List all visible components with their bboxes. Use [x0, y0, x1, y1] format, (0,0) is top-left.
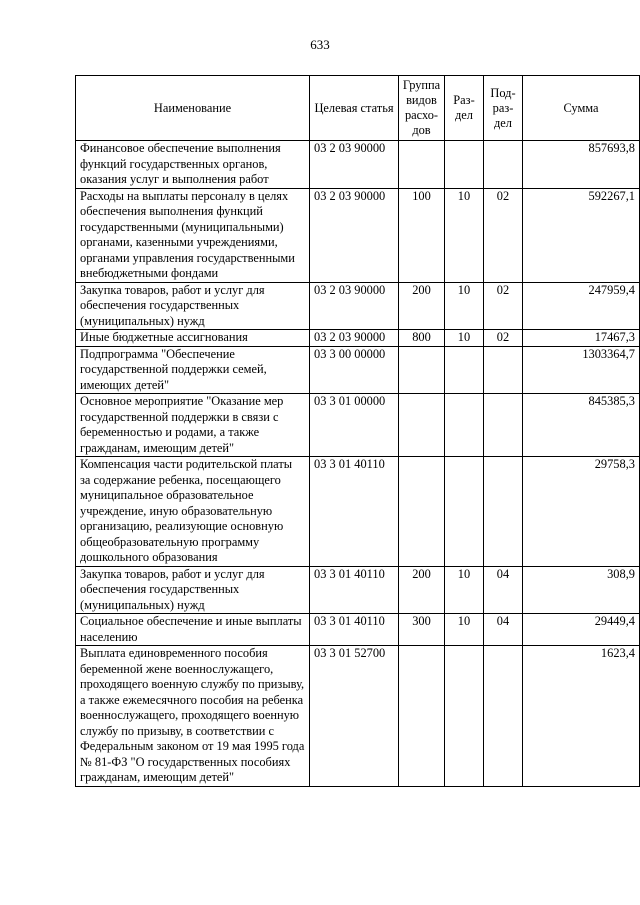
cell-subsection: 02 [484, 330, 523, 347]
cell-target-article: 03 2 03 90000 [310, 188, 399, 282]
page-number: 633 [310, 37, 330, 52]
cell-subsection [484, 646, 523, 787]
cell-sum: 857693,8 [523, 141, 640, 189]
header-sum: Сумма [523, 76, 640, 141]
cell-expense-group [399, 646, 445, 787]
cell-expense-group [399, 346, 445, 394]
table-row [76, 188, 640, 282]
cell-section [445, 394, 484, 457]
cell-subsection [484, 141, 523, 189]
cell-sum: 1623,4 [523, 646, 640, 787]
cell-expense-group [399, 141, 445, 189]
cell-sum: 17467,3 [523, 330, 640, 347]
cell-name: Социальное обеспечение и иные выплаты населению [76, 614, 310, 646]
cell-section: 10 [445, 282, 484, 330]
cell-section [445, 141, 484, 189]
cell-name: Финансовое обеспечение выполнения функций государственных органов, оказания услуг и выполнения работ [76, 141, 310, 189]
cell-sum: 592267,1 [523, 188, 640, 282]
header-section: Раз-дел [445, 76, 484, 141]
header-expense-group: Группа видов расхо-дов [399, 76, 445, 141]
cell-section: 10 [445, 330, 484, 347]
cell-subsection: 02 [484, 188, 523, 282]
cell-target-article: 03 3 01 40110 [310, 614, 399, 646]
cell-sum: 29449,4 [523, 614, 640, 646]
cell-target-article: 03 2 03 90000 [310, 282, 399, 330]
cell-name: Иные бюджетные ассигнования [76, 330, 310, 347]
cell-name: Закупка товаров, работ и услуг для обеспечения государственных (муниципальных) нужд [76, 282, 310, 330]
cell-expense-group: 800 [399, 330, 445, 347]
cell-section [445, 646, 484, 787]
cell-subsection [484, 346, 523, 394]
table-row [76, 282, 640, 330]
cell-subsection [484, 394, 523, 457]
cell-sum: 308,9 [523, 566, 640, 614]
cell-name: Компенсация части родительской платы за содержание ребенка, посещающего муниципальное образовательное учреждение, иную образовательную организацию, реализующие основную общеобразовательную программу дошкольного образования [76, 457, 310, 567]
cell-sum: 845385,3 [523, 394, 640, 457]
cell-target-article: 03 2 03 90000 [310, 141, 399, 189]
cell-subsection: 04 [484, 566, 523, 614]
cell-expense-group: 100 [399, 188, 445, 282]
cell-expense-group [399, 457, 445, 567]
header-target-article: Целевая статья [310, 76, 399, 141]
cell-expense-group: 200 [399, 566, 445, 614]
table-row [76, 646, 640, 787]
table-row [76, 141, 640, 189]
cell-section: 10 [445, 188, 484, 282]
table-row [76, 330, 640, 347]
table-row [76, 566, 640, 614]
cell-target-article: 03 3 01 00000 [310, 394, 399, 457]
header-subsection: Под-раз-дел [484, 76, 523, 141]
cell-expense-group: 200 [399, 282, 445, 330]
table-header-row [76, 76, 640, 141]
cell-target-article: 03 2 03 90000 [310, 330, 399, 347]
cell-sum: 247959,4 [523, 282, 640, 330]
cell-section: 10 [445, 614, 484, 646]
cell-name: Основное мероприятие "Оказание мер государственной поддержки в связи с беременностью и родами, а также гражданам, имеющим детей" [76, 394, 310, 457]
cell-subsection: 02 [484, 282, 523, 330]
cell-sum: 29758,3 [523, 457, 640, 567]
header-name: Наименование [76, 76, 310, 141]
cell-expense-group [399, 394, 445, 457]
cell-target-article: 03 3 01 40110 [310, 566, 399, 614]
cell-target-article: 03 3 00 00000 [310, 346, 399, 394]
cell-subsection [484, 457, 523, 567]
cell-section [445, 457, 484, 567]
table-row [76, 394, 640, 457]
cell-name: Закупка товаров, работ и услуг для обеспечения государственных (муниципальных) нужд [76, 566, 310, 614]
table-row [76, 346, 640, 394]
cell-name: Выплата единовременного пособия беременной жене военнослужащего, проходящего военную службу по призыву, а также ежемесячного пособия на ребенка военнослужащего, проходящего военную службу по призыву, в соответствии с Федеральным законом от 19 мая 1995 года № 81-ФЗ "О государственных пособиях гражданам, имеющим детей" [76, 646, 310, 787]
cell-sum: 1303364,7 [523, 346, 640, 394]
table-row [76, 614, 640, 646]
table-row [76, 457, 640, 567]
cell-subsection: 04 [484, 614, 523, 646]
cell-section [445, 346, 484, 394]
cell-name: Подпрограмма "Обеспечение государственной поддержки семей, имеющих детей" [76, 346, 310, 394]
cell-section: 10 [445, 566, 484, 614]
cell-target-article: 03 3 01 52700 [310, 646, 399, 787]
cell-expense-group: 300 [399, 614, 445, 646]
cell-target-article: 03 3 01 40110 [310, 457, 399, 567]
budget-table [75, 75, 640, 787]
cell-name: Расходы на выплаты персоналу в целях обеспечения выполнения функций государственными (муниципальными) органами, казенными учреждениями, органами управления государственными внебюджетными фондами [76, 188, 310, 282]
